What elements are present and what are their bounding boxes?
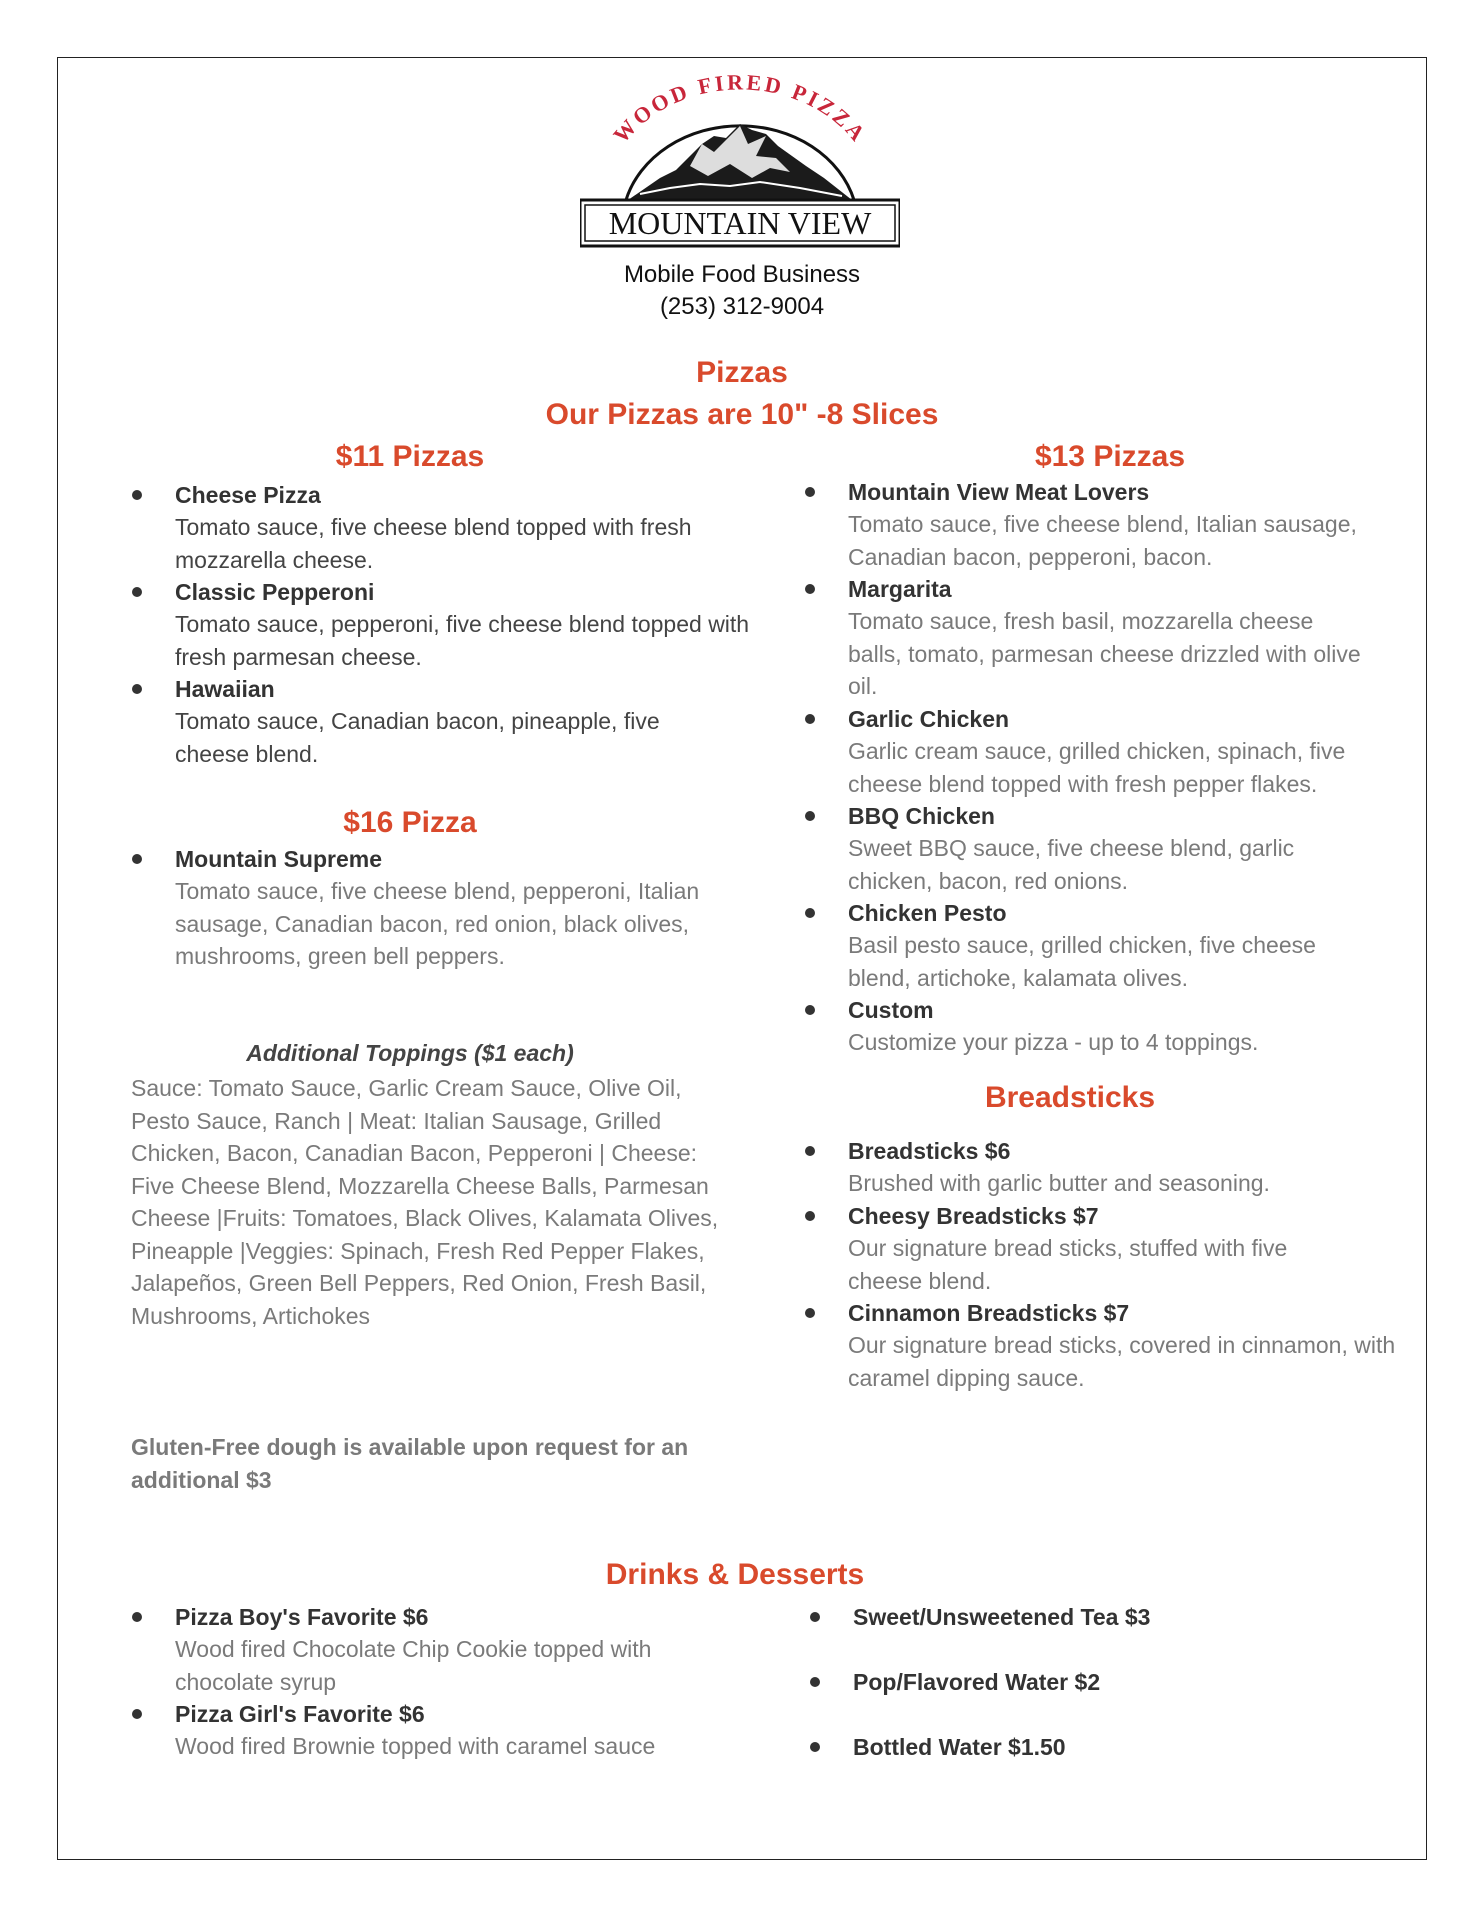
bullet-icon	[805, 1146, 815, 1156]
item-name: Chicken Pesto	[848, 900, 1007, 926]
item-name: Bottled Water $1.50	[853, 1734, 1066, 1760]
item-name: Pop/Flavored Water $2	[853, 1669, 1101, 1695]
menu-item-margarita	[848, 573, 1368, 703]
gluten-free-note: Gluten-Free dough is available upon request for an additional $3	[131, 1434, 689, 1493]
menu-item-pizza-boys-favorite	[175, 1601, 715, 1698]
item-description: Tomato sauce, Canadian bacon, pineapple, five cheese blend.	[175, 708, 660, 767]
toppings-title: Additional Toppings ($1 each)	[246, 1040, 574, 1066]
logo-graphic	[580, 60, 900, 250]
menu-item-pop	[853, 1666, 1100, 1698]
item-name: Pizza Boy's Favorite $6	[175, 1604, 429, 1630]
menu-item-bbq-chicken	[848, 800, 1348, 897]
pizzas-heading: Pizzas	[696, 356, 788, 389]
menu-item-garlic-chicken	[848, 703, 1388, 800]
toppings-list: Sauce: Tomato Sauce, Garlic Cream Sauce, Olive Oil, Pesto Sauce, Ranch | Meat: Italian Sausage, Grilled Chicken, Bacon, Canadian Bacon, Pepperoni | Cheese: Five Cheese Blend, Mozzarella Cheese Balls, Parmesan Cheese |Fruits: Tomatoes, Black Olives, Kalamata Olives, Pineapple |Veggies: Spinach, Fresh Red Pepper Flakes, Jalapeños, Green Bell Peppers, Red Onion, Fresh Basil, Mushrooms, Artichokes	[131, 1075, 719, 1329]
section-drinks-desserts: Drinks & Desserts	[605, 1558, 865, 1591]
menu-item-classic-pepperoni	[175, 576, 755, 673]
item-description: Our signature bread sticks, covered in cinnamon, with caramel dipping sauce.	[848, 1332, 1396, 1391]
menu-item-meat-lovers	[848, 476, 1368, 573]
bullet-icon	[805, 1005, 815, 1015]
menu-item-cinnamon-breadsticks	[848, 1297, 1408, 1394]
item-description: Tomato sauce, five cheese blend topped with fresh mozzarella cheese.	[175, 514, 692, 573]
bullet-icon	[805, 584, 815, 594]
item-description: Sweet BBQ sauce, five cheese blend, garlic chicken, bacon, red onions.	[848, 835, 1295, 894]
item-name: Margarita	[848, 576, 952, 602]
item-name: Sweet/Unsweetened Tea $3	[853, 1604, 1151, 1630]
bullet-icon	[805, 714, 815, 724]
bullet-icon	[132, 854, 142, 864]
menu-item-mountain-supreme	[175, 843, 745, 973]
logo-brand-text: MOUNTAIN VIEW	[608, 205, 872, 241]
item-description: Tomato sauce, fresh basil, mozzarella cheese balls, tomato, parmesan cheese drizzled with olive oil.	[848, 608, 1361, 699]
item-name: Breadsticks $6	[848, 1138, 1011, 1164]
menu-item-hawaiian	[175, 673, 695, 770]
item-name: Classic Pepperoni	[175, 579, 375, 605]
bullet-icon	[805, 1308, 815, 1318]
item-name: Mountain View Meat Lovers	[848, 479, 1150, 505]
bullet-icon	[805, 1211, 815, 1221]
menu-item-breadsticks	[848, 1135, 1388, 1200]
item-name: Hawaiian	[175, 676, 275, 702]
mountain-view-logo	[580, 60, 900, 250]
bullet-icon	[132, 1709, 142, 1719]
bullet-icon	[810, 1677, 820, 1687]
bullet-icon	[132, 587, 142, 597]
menu-item-cheesy-breadsticks	[848, 1200, 1348, 1297]
item-description: Tomato sauce, pepperoni, five cheese blend topped with fresh parmesan cheese.	[175, 611, 750, 670]
logo-arc-text: WOOD FIRED PIZZA	[608, 69, 872, 148]
item-description: Tomato sauce, five cheese blend, Italian sausage, Canadian bacon, pepperoni, bacon.	[848, 511, 1357, 570]
business-type: Mobile Food Business	[623, 261, 861, 288]
menu-item-cheese-pizza	[175, 479, 755, 576]
section-breadsticks: Breadsticks	[984, 1081, 1156, 1114]
item-description: Brushed with garlic butter and seasoning.	[848, 1170, 1270, 1196]
bullet-icon	[132, 1612, 142, 1622]
section-16-pizza: $16 Pizza	[343, 806, 477, 839]
bullet-icon	[805, 908, 815, 918]
item-name: Cheesy Breadsticks $7	[848, 1203, 1099, 1229]
item-name: Cinnamon Breadsticks $7	[848, 1300, 1130, 1326]
phone-number: (253) 312-9004	[659, 293, 825, 320]
item-description: Wood fired Brownie topped with caramel sauce	[175, 1733, 656, 1759]
item-description: Wood fired Chocolate Chip Cookie topped with chocolate syrup	[175, 1636, 652, 1695]
bullet-icon	[810, 1612, 820, 1622]
item-name: Pizza Girl's Favorite $6	[175, 1701, 425, 1727]
item-name: Cheese Pizza	[175, 482, 321, 508]
bullet-icon	[810, 1742, 820, 1752]
menu-item-pizza-girls-favorite	[175, 1698, 735, 1763]
item-description: Customize your pizza - up to 4 toppings.	[848, 1029, 1259, 1055]
item-name: Garlic Chicken	[848, 706, 1010, 732]
menu-item-tea	[853, 1601, 1150, 1633]
item-name: Custom	[848, 997, 934, 1023]
item-description: Basil pesto sauce, grilled chicken, five cheese blend, artichoke, kalamata olives.	[848, 932, 1316, 991]
item-name: BBQ Chicken	[848, 803, 995, 829]
item-description: Our signature bread sticks, stuffed with five cheese blend.	[848, 1235, 1288, 1294]
menu-item-custom	[848, 994, 1388, 1059]
bullet-icon	[805, 811, 815, 821]
section-11-pizzas: $11 Pizzas	[335, 440, 485, 473]
item-description: Garlic cream sauce, grilled chicken, spinach, five cheese blend topped with fresh pepper flakes.	[848, 738, 1346, 797]
bullet-icon	[132, 684, 142, 694]
menu-item-chicken-pesto	[848, 897, 1358, 994]
menu-item-bottled-water	[853, 1731, 1066, 1763]
bullet-icon	[805, 487, 815, 497]
item-description: Tomato sauce, five cheese blend, pepperoni, Italian sausage, Canadian bacon, red onion, black olives, mushrooms, green bell peppers.	[175, 878, 700, 969]
item-name: Mountain Supreme	[175, 846, 383, 872]
pizza-size-subtitle: Our Pizzas are 10" -8 Slices	[545, 398, 939, 431]
bullet-icon	[132, 490, 142, 500]
section-13-pizzas: $13 Pizzas	[1034, 440, 1186, 473]
